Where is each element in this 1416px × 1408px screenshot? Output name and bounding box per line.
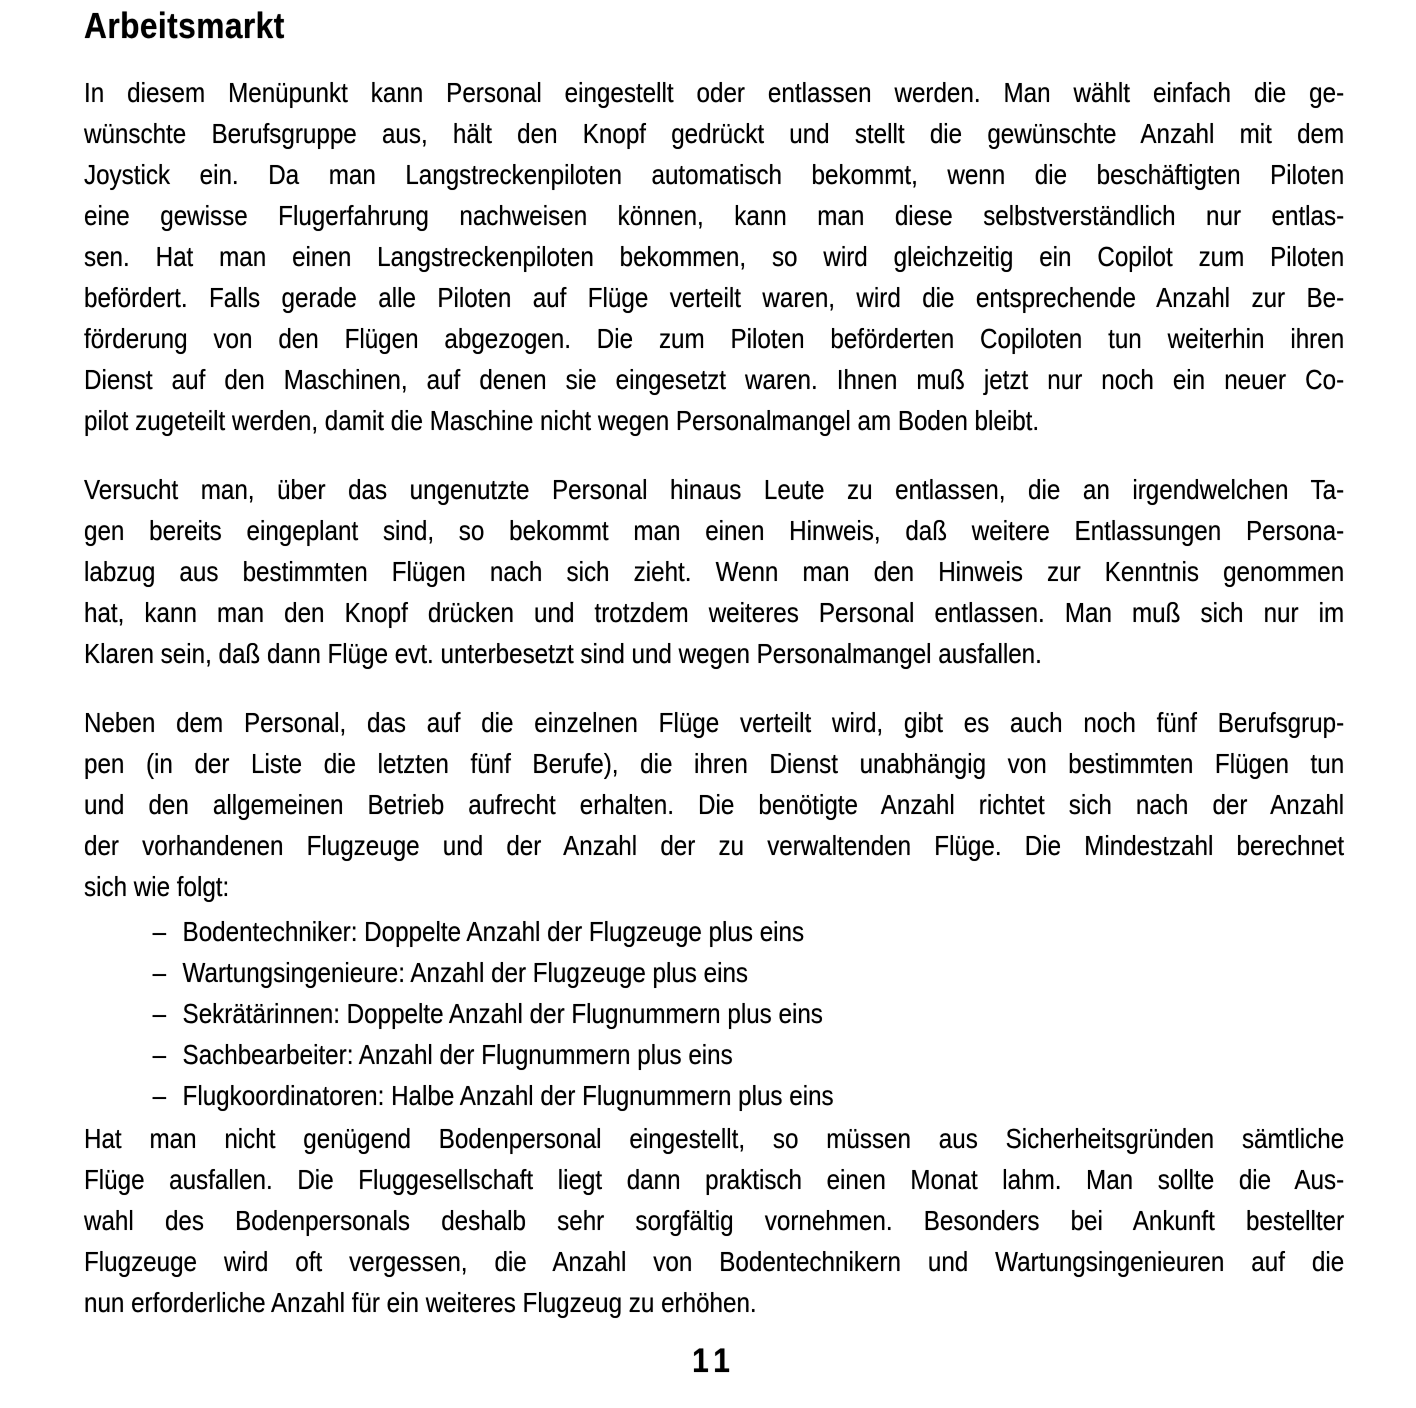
text-line: befördert. Falls gerade alle Piloten auf Flüge verteilt waren, wird die entsprechende Anzahl zur Be-	[84, 282, 1345, 313]
text-line: wünschte Berufsgruppe aus, hält den Knopf gedrückt und stellt die gewünschte Anzahl mit dem	[84, 118, 1345, 149]
list-item	[84, 1034, 1344, 1075]
list-item	[84, 952, 1344, 993]
list-item-text: Sekrätärinnen: Doppelte Anzahl der Flugnummern plus eins	[182, 998, 823, 1029]
paragraph-ground-staff	[84, 1118, 1344, 1323]
list-item	[84, 911, 1344, 952]
list-item	[84, 1075, 1344, 1116]
list-item-text: Sachbearbeiter: Anzahl der Flugnummern plus eins	[182, 1039, 733, 1070]
text-line: der vorhandenen Flugzeuge und der Anzahl der zu verwaltenden Flüge. Die Mindestzahl berechnet	[84, 830, 1345, 861]
text-line: nun erforderliche Anzahl für ein weiteres Flugzeug zu erhöhen.	[84, 1287, 757, 1318]
text-line: Klaren sein, daß dann Flüge evt. unterbesetzt sind und wegen Personalmangel ausfallen.	[84, 638, 1042, 669]
text-line: labzug aus bestimmten Flügen nach sich zieht. Wenn man den Hinweis zur Kenntnis genommen	[84, 556, 1345, 587]
paragraph-job-groups	[84, 702, 1344, 907]
text-line: Hat man nicht genügend Bodenpersonal eingestellt, so müssen aus Sicherheitsgründen sämtliche	[84, 1123, 1345, 1154]
list-item	[84, 993, 1344, 1034]
dash-marker: –	[152, 1039, 167, 1070]
list-item-text: Bodentechniker: Doppelte Anzahl der Flugzeuge plus eins	[182, 916, 805, 947]
list-item-text: Wartungsingenieure: Anzahl der Flugzeuge plus eins	[182, 957, 749, 988]
text-line: gen bereits eingeplant sind, so bekommt man einen Hinweis, daß weitere Entlassungen Persona-	[84, 515, 1345, 546]
text-line: wahl des Bodenpersonals deshalb sehr sorgfältig vornehmen. Besonders bei Ankunft bestellter	[84, 1205, 1345, 1236]
text-line: pen (in der Liste die letzten fünf Berufe), die ihren Dienst unabhängig von bestimmten Flügen tun	[84, 748, 1345, 779]
text-line: förderung von den Flügen abgezogen. Die zum Piloten beförderten Copiloten tun weiterhin ihren	[84, 323, 1345, 354]
text-line: Joystick ein. Da man Langstreckenpiloten automatisch bekommt, wenn die beschäftigten Piloten	[84, 159, 1345, 190]
text-line: Versucht man, über das ungenutzte Personal hinaus Leute zu entlassen, die an irgendwelchen Ta-	[84, 474, 1345, 505]
text-line: sich wie folgt:	[84, 871, 230, 902]
dash-marker: –	[152, 998, 167, 1029]
page-content	[84, 6, 1344, 1383]
text-line: Dienst auf den Maschinen, auf denen sie eingesetzt waren. Ihnen muß jetzt nur noch ein neuer Co-	[84, 364, 1345, 395]
list-item-text: Flugkoordinatoren: Halbe Anzahl der Flugnummern plus eins	[182, 1080, 834, 1111]
text-line: In diesem Menüpunkt kann Personal eingestellt oder entlassen werden. Man wählt einfach die ge-	[84, 77, 1345, 108]
page-title: Arbeitsmarkt	[84, 5, 285, 46]
text-line: sen. Hat man einen Langstreckenpiloten bekommen, so wird gleichzeitig ein Copilot zum Piloten	[84, 241, 1345, 272]
dash-marker: –	[152, 957, 167, 988]
paragraph-firing-warning	[84, 469, 1344, 674]
text-line: hat, kann man den Knopf drücken und trotzdem weiteres Personal entlassen. Man muß sich nur im	[84, 597, 1345, 628]
text-line: eine gewisse Flugerfahrung nachweisen können, kann man diese selbstverständlich nur entlas-	[84, 200, 1345, 231]
staff-requirements-list	[84, 911, 1344, 1116]
dash-marker: –	[152, 1080, 167, 1111]
text-line: pilot zugeteilt werden, damit die Maschine nicht wegen Personalmangel am Boden bleibt.	[84, 405, 1040, 436]
text-line: Flüge ausfallen. Die Fluggesellschaft liegt dann praktisch einen Monat lahm. Man sollte die Aus-	[84, 1164, 1345, 1195]
text-line: Neben dem Personal, das auf die einzelnen Flüge verteilt wird, gibt es auch noch fünf Berufsgrup-	[84, 707, 1345, 738]
paragraph-hiring	[84, 72, 1344, 441]
page-number: 11	[692, 1342, 737, 1380]
text-line: und den allgemeinen Betrieb aufrecht erhalten. Die benötigte Anzahl richtet sich nach der Anzahl	[84, 789, 1345, 820]
text-line: Flugzeuge wird oft vergessen, die Anzahl von Bodentechnikern und Wartungsingenieuren auf die	[84, 1246, 1345, 1277]
dash-marker: –	[152, 916, 167, 947]
